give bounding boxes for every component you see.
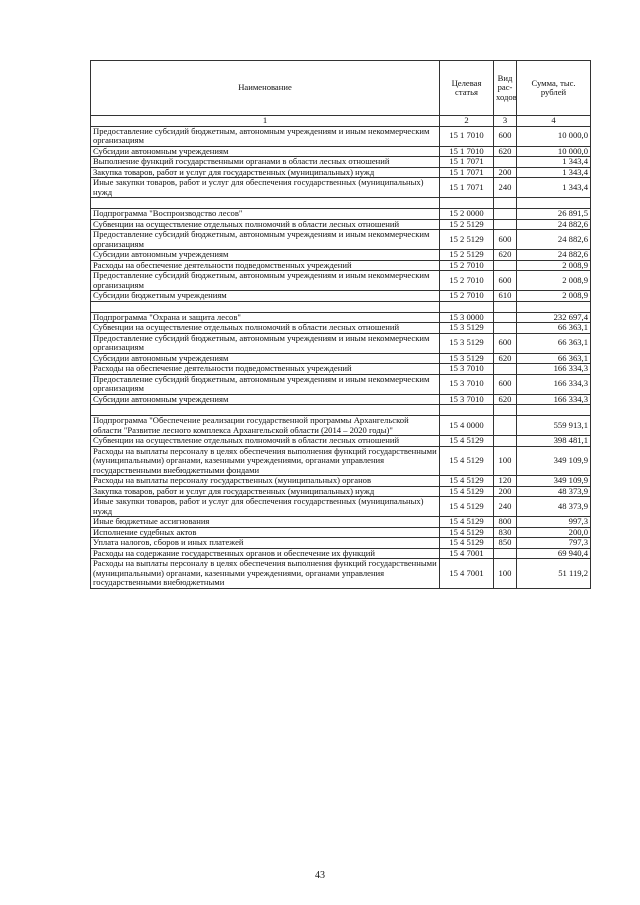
name-cell: Закупка товаров, работ и услуг для государственных (муниципальных) нужд <box>91 486 440 497</box>
spacer-cell <box>440 301 494 312</box>
spacer-row <box>91 198 591 209</box>
spacer-cell <box>91 405 440 416</box>
spacer-cell <box>494 301 517 312</box>
sum-cell: 398 481,1 <box>517 436 591 447</box>
table-row <box>91 219 591 230</box>
type-cell <box>494 157 517 168</box>
type-cell: 600 <box>494 271 517 291</box>
code-cell: 15 4 5129 <box>440 497 494 517</box>
table-row <box>91 394 591 405</box>
code-cell: 15 3 5129 <box>440 353 494 364</box>
sum-cell: 166 334,3 <box>517 394 591 405</box>
code-cell: 15 4 5129 <box>440 436 494 447</box>
type-cell: 850 <box>494 538 517 549</box>
code-cell: 15 1 7071 <box>440 157 494 168</box>
table-row <box>91 250 591 261</box>
type-cell <box>494 548 517 559</box>
sum-cell: 10 000,0 <box>517 146 591 157</box>
table-row <box>91 157 591 168</box>
sum-cell: 166 334,3 <box>517 374 591 394</box>
sum-cell: 51 119,2 <box>517 559 591 589</box>
spacer-cell <box>440 405 494 416</box>
code-cell: 15 4 5129 <box>440 486 494 497</box>
type-cell <box>494 436 517 447</box>
table-row <box>91 517 591 528</box>
code-cell: 15 2 7010 <box>440 260 494 271</box>
header-type: Вид рас-ходов <box>494 61 517 116</box>
name-cell: Расходы на выплаты персоналу в целях обеспечения выполнения функций государственными (муниципальными) органами, казенными учреждениями, органами управления государственными внебюджетными <box>91 559 440 589</box>
table-row <box>91 146 591 157</box>
name-cell: Предоставление субсидий бюджетным, автономным учреждениям и иным некоммерческим организациям <box>91 230 440 250</box>
code-cell: 15 4 5129 <box>440 476 494 487</box>
spacer-cell <box>440 198 494 209</box>
type-cell: 620 <box>494 353 517 364</box>
sum-cell: 2 008,9 <box>517 271 591 291</box>
name-cell: Расходы на выплаты персоналу государственных (муниципальных) органов <box>91 476 440 487</box>
name-cell: Субвенции на осуществление отдельных полномочий в области лесных отношений <box>91 219 440 230</box>
sum-cell: 200,0 <box>517 527 591 538</box>
table-row <box>91 476 591 487</box>
name-cell: Субсидии автономным учреждениям <box>91 353 440 364</box>
table-row <box>91 374 591 394</box>
code-cell: 15 4 5129 <box>440 527 494 538</box>
spacer-cell <box>517 405 591 416</box>
spacer-row <box>91 301 591 312</box>
column-number: 3 <box>494 116 517 127</box>
type-cell <box>494 364 517 375</box>
table-body <box>91 126 591 588</box>
name-cell: Субсидии автономным учреждениям <box>91 146 440 157</box>
sum-cell: 24 882,6 <box>517 219 591 230</box>
table-row <box>91 126 591 146</box>
table-row <box>91 364 591 375</box>
column-number: 2 <box>440 116 494 127</box>
code-cell: 15 4 0000 <box>440 416 494 436</box>
type-cell: 600 <box>494 374 517 394</box>
type-cell: 100 <box>494 559 517 589</box>
name-cell: Исполнение судебных актов <box>91 527 440 538</box>
type-cell <box>494 260 517 271</box>
table-row <box>91 538 591 549</box>
sum-cell: 26 891,5 <box>517 209 591 220</box>
name-cell: Иные бюджетные ассигнования <box>91 517 440 528</box>
type-cell: 600 <box>494 333 517 353</box>
spacer-cell <box>91 301 440 312</box>
code-cell: 15 1 7071 <box>440 167 494 178</box>
header-row <box>91 61 591 116</box>
name-cell: Выполнение функций государственными органами в области лесных отношений <box>91 157 440 168</box>
table-row <box>91 497 591 517</box>
table-row <box>91 486 591 497</box>
code-cell: 15 3 7010 <box>440 374 494 394</box>
spacer-cell <box>494 405 517 416</box>
table-row <box>91 446 591 476</box>
code-cell: 15 2 7010 <box>440 291 494 302</box>
name-cell: Подпрограмма "Обеспечение реализации государственной программы Архангельской области "Развитие лесного комплекса Архангельской области (2014 – 2020 годы)" <box>91 416 440 436</box>
code-cell: 15 3 7010 <box>440 364 494 375</box>
code-cell: 15 4 5129 <box>440 538 494 549</box>
table-row <box>91 271 591 291</box>
table-row <box>91 559 591 589</box>
header-name: Наименование <box>91 61 440 116</box>
type-cell: 830 <box>494 527 517 538</box>
code-cell: 15 3 5129 <box>440 333 494 353</box>
name-cell: Субвенции на осуществление отдельных полномочий в области лесных отношений <box>91 436 440 447</box>
sum-cell: 1 343,4 <box>517 178 591 198</box>
spacer-cell <box>517 301 591 312</box>
type-cell: 100 <box>494 446 517 476</box>
type-cell: 240 <box>494 178 517 198</box>
name-cell: Субсидии автономным учреждениям <box>91 394 440 405</box>
code-cell: 15 3 0000 <box>440 312 494 323</box>
sum-cell: 24 882,6 <box>517 230 591 250</box>
table-row <box>91 323 591 334</box>
name-cell: Расходы на выплаты персоналу в целях обеспечения выполнения функций государственными (муниципальными) органами, казенными учреждениями, органами управления государственными внебюджетными фондами <box>91 446 440 476</box>
type-cell: 120 <box>494 476 517 487</box>
page-number: 43 <box>315 870 325 881</box>
type-cell <box>494 416 517 436</box>
code-cell: 15 4 5129 <box>440 517 494 528</box>
sum-cell: 66 363,1 <box>517 323 591 334</box>
sum-cell: 10 000,0 <box>517 126 591 146</box>
type-cell <box>494 219 517 230</box>
name-cell: Закупка товаров, работ и услуг для государственных (муниципальных) нужд <box>91 167 440 178</box>
sum-cell: 559 913,1 <box>517 416 591 436</box>
table-row <box>91 353 591 364</box>
sum-cell: 48 373,9 <box>517 497 591 517</box>
name-cell: Иные закупки товаров, работ и услуг для обеспечения государственных (муниципальных) нужд <box>91 178 440 198</box>
name-cell: Расходы на содержание государственных органов и обеспечение их функций <box>91 548 440 559</box>
sum-cell: 2 008,9 <box>517 291 591 302</box>
spacer-cell <box>91 198 440 209</box>
table-row <box>91 527 591 538</box>
code-cell: 15 2 5129 <box>440 230 494 250</box>
spacer-row <box>91 405 591 416</box>
code-cell: 15 4 7001 <box>440 559 494 589</box>
code-cell: 15 2 7010 <box>440 271 494 291</box>
name-cell: Субвенции на осуществление отдельных полномочий в области лесных отношений <box>91 323 440 334</box>
name-cell: Уплата налогов, сборов и иных платежей <box>91 538 440 549</box>
code-cell: 15 3 7010 <box>440 394 494 405</box>
table-row <box>91 260 591 271</box>
type-cell: 600 <box>494 230 517 250</box>
sum-cell: 66 363,1 <box>517 333 591 353</box>
sum-cell: 2 008,9 <box>517 260 591 271</box>
table-row <box>91 333 591 353</box>
table-row <box>91 178 591 198</box>
name-cell: Предоставление субсидий бюджетным, автономным учреждениям и иным некоммерческим организациям <box>91 126 440 146</box>
header-sum: Сумма, тыс. рублей <box>517 61 591 116</box>
sum-cell: 349 109,9 <box>517 446 591 476</box>
type-cell: 800 <box>494 517 517 528</box>
sum-cell: 349 109,9 <box>517 476 591 487</box>
code-cell: 15 1 7010 <box>440 146 494 157</box>
table-row <box>91 548 591 559</box>
header-code: Целевая статья <box>440 61 494 116</box>
type-cell: 200 <box>494 167 517 178</box>
name-cell: Субсидии автономным учреждениям <box>91 250 440 261</box>
spacer-cell <box>517 198 591 209</box>
column-number: 4 <box>517 116 591 127</box>
code-cell: 15 4 7001 <box>440 548 494 559</box>
code-cell: 15 2 0000 <box>440 209 494 220</box>
sum-cell: 69 940,4 <box>517 548 591 559</box>
table-row <box>91 291 591 302</box>
column-number-row <box>91 116 591 127</box>
sum-cell: 66 363,1 <box>517 353 591 364</box>
name-cell: Предоставление субсидий бюджетным, автономным учреждениям и иным некоммерческим организациям <box>91 271 440 291</box>
code-cell: 15 2 5129 <box>440 250 494 261</box>
name-cell: Расходы на обеспечение деятельности подведомственных учреждений <box>91 260 440 271</box>
sum-cell: 797,3 <box>517 538 591 549</box>
type-cell: 620 <box>494 250 517 261</box>
sum-cell: 1 343,4 <box>517 167 591 178</box>
type-cell <box>494 312 517 323</box>
type-cell: 620 <box>494 394 517 405</box>
type-cell: 600 <box>494 126 517 146</box>
type-cell <box>494 323 517 334</box>
table-row <box>91 167 591 178</box>
table-row <box>91 230 591 250</box>
type-cell <box>494 209 517 220</box>
sum-cell: 1 343,4 <box>517 157 591 168</box>
sum-cell: 48 373,9 <box>517 486 591 497</box>
spacer-cell <box>494 198 517 209</box>
name-cell: Расходы на обеспечение деятельности подведомственных учреждений <box>91 364 440 375</box>
code-cell: 15 1 7071 <box>440 178 494 198</box>
code-cell: 15 4 5129 <box>440 446 494 476</box>
name-cell: Подпрограмма "Охрана и защита лесов" <box>91 312 440 323</box>
type-cell: 610 <box>494 291 517 302</box>
type-cell: 620 <box>494 146 517 157</box>
type-cell: 200 <box>494 486 517 497</box>
name-cell: Иные закупки товаров, работ и услуг для обеспечения государственных (муниципальных) нужд <box>91 497 440 517</box>
sum-cell: 166 334,3 <box>517 364 591 375</box>
name-cell: Субсидии бюджетным учреждениям <box>91 291 440 302</box>
type-cell: 240 <box>494 497 517 517</box>
name-cell: Подпрограмма "Воспроизводство лесов" <box>91 209 440 220</box>
sum-cell: 24 882,6 <box>517 250 591 261</box>
name-cell: Предоставление субсидий бюджетным, автономным учреждениям и иным некоммерческим организациям <box>91 374 440 394</box>
name-cell: Предоставление субсидий бюджетным, автономным учреждениям и иным некоммерческим организациям <box>91 333 440 353</box>
column-number: 1 <box>91 116 440 127</box>
budget-table <box>90 60 591 589</box>
subprogram-row <box>91 416 591 436</box>
table-row <box>91 436 591 447</box>
code-cell: 15 2 5129 <box>440 219 494 230</box>
sum-cell: 232 697,4 <box>517 312 591 323</box>
subprogram-row <box>91 312 591 323</box>
code-cell: 15 1 7010 <box>440 126 494 146</box>
sum-cell: 997,3 <box>517 517 591 528</box>
subprogram-row <box>91 209 591 220</box>
code-cell: 15 3 5129 <box>440 323 494 334</box>
